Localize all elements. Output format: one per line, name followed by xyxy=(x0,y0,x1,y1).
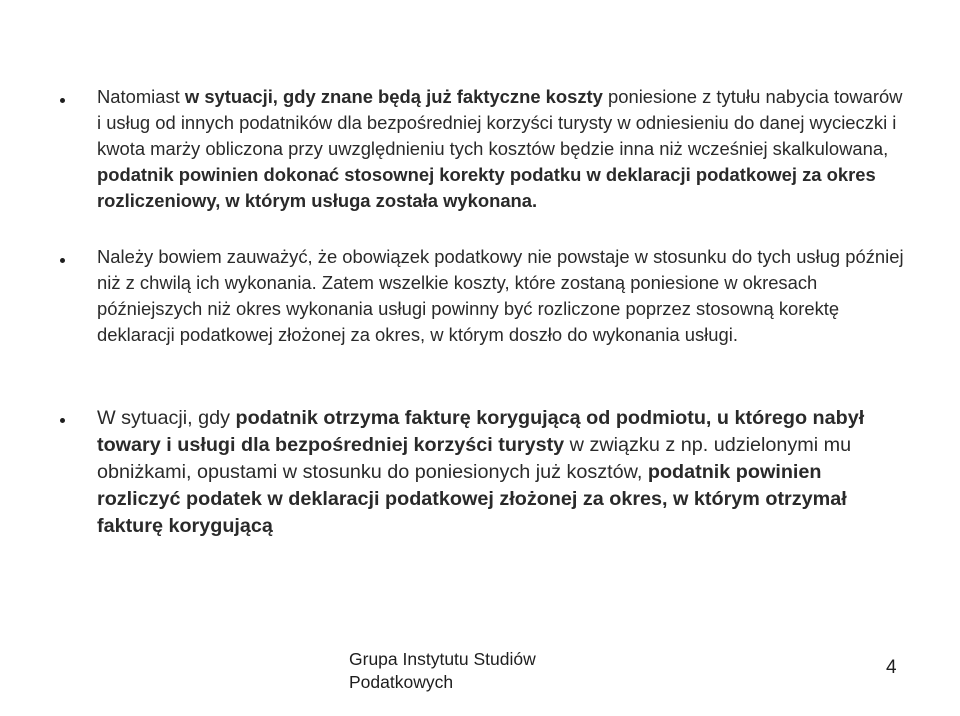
bullet-1-segment-4: podatnik powinien dokonać stosownej korekty podatku w deklaracji podatkowej za okres rozliczeniowy, w którym usługa została wykonana. xyxy=(97,164,876,211)
footer-organization: Grupa Instytutu Studiów Podatkowych xyxy=(349,649,536,692)
bullet-dot-icon xyxy=(60,98,65,103)
bullet-3-segment-4: podatnik powinien rozliczyć podatek w deklaracji podatkowej złożonej za okres, w którym otrzymał fakturę korygującą xyxy=(97,461,847,537)
bullet-1-segment-3: poniesione z tytułu nabycia towarów i usług od innych podatników dla bezpośredniej korzyści turysty w odniesieniu do danej wycieczki i kwota marży obliczona przy uwzględnieniu tych kosztów będzie inna niż wcześniej skalkulowana, xyxy=(97,86,903,159)
bullet-1-segment-1: Natomiast xyxy=(97,86,185,107)
bullet-3-segment-2: podatnik otrzyma fakturę korygującą od podmiotu, u którego nabył towary i usługi dla bezpośredniej korzyści turysty xyxy=(97,407,865,456)
bullet-dot-icon xyxy=(60,258,65,263)
bullet-dot-icon xyxy=(60,418,65,423)
bullet-text-2 xyxy=(97,244,907,348)
bullet-3-segment-1: W sytuacji, gdy xyxy=(97,407,236,429)
bullet-text-1 xyxy=(97,84,907,214)
page-number: 4 xyxy=(886,657,897,678)
bullet-3-segment-3: w związku z np. udzielonymi mu obniżkami, opustami w stosunku do poniesionych już kosztów, xyxy=(97,434,852,483)
bullet-2-segment-1: Należy bowiem zauważyć, że obowiązek podatkowy nie powstaje w stosunku do tych usług później niż z chwilą ich wykonania. Zatem wszelkie koszty, które zostaną poniesione w okresach późniejszych niż okres wykonania usługi powinny być rozliczone poprzez stosowną korektę deklaracji podatkowej złożonej za okres, w którym doszło do wykonania usługi. xyxy=(97,246,904,345)
bullet-text-3 xyxy=(97,405,907,540)
bullet-1-segment-2: w sytuacji, gdy znane będą już faktyczne koszty xyxy=(184,86,603,107)
